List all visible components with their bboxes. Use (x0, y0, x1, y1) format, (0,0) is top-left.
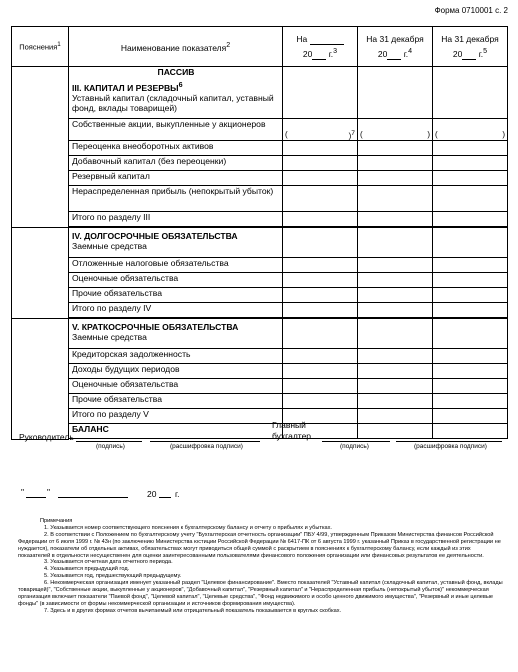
row-own-shares: Собственные акции, выкупленные у акционеров (69, 119, 283, 141)
footnote-4: 4. Указывается предыдущий год. (44, 566, 130, 573)
date-month-line[interactable] (58, 496, 128, 498)
row-payables: Кредиторская задолженность (69, 349, 283, 364)
header-notes: Пояснения$^1$ (12, 27, 69, 67)
notes-cell-sec3 (12, 67, 69, 228)
row-deferred-income: Доходы будущих периодов (69, 364, 283, 379)
chief-decode-line[interactable] (396, 440, 502, 442)
section-5-title: V. КРАТКОСРОЧНЫЕ ОБЯЗАТЕЛЬСТВА (72, 322, 239, 332)
head-sign-line[interactable] (76, 440, 142, 442)
row-revaluation: Переоценка внеоборотных активов (69, 141, 283, 156)
footnote-5: 5. Указывается год, предшествующий предыдущему. (44, 573, 182, 580)
form-code: Форма 0710001 с. 2 (434, 6, 508, 15)
row-total-3: Итого по разделу III (69, 212, 283, 227)
row-total-4: Итого по разделу IV (69, 303, 283, 318)
row-sec4 (69, 228, 283, 258)
header-col-current: На 20 г.$^3$ (283, 27, 358, 67)
footnotes (18, 518, 504, 615)
date-quote-open: " (21, 487, 25, 497)
row-st-other: Прочие обязательства (69, 394, 283, 409)
footnote-3: 3. Указывается отчетная дата отчетного периода. (44, 559, 173, 566)
row-lt-borrowings: Заемные средства (72, 241, 147, 251)
date-year-line[interactable] (159, 496, 171, 498)
own-shares-prev: ( ) (358, 119, 433, 141)
footnote-2: 2. В соответствии с Положением по бухгалтерскому учету "Бухгалтерская отчетность организации" ПБУ 4/99, утвержденным Приказом Министерства финансов Российской Федерации от 6 июля 1999 г. № 43н (по заключению Министерства юстиции Российской Федерации № 6417-ПК от 6 августа 1999 г. указанный Приказ в государственной регистрации не нуждается), показатели об отдельных активах, обязательствах могут приводиться общей суммой с раскрытием в пояснениях к бухгалтерскому балансу, если каждый из этих показателей в отдельности несущественен для оценки заинтересованными пользователями финансового положения организации или финансовых результатов ее деятельности. (18, 531, 501, 559)
row-additional-capital: Добавочный капитал (без переоценки) (69, 156, 283, 171)
footnote-6: 6. Некоммерческая организация именует указанный раздел "Целевое финансирование". Вместо показателей "Уставный капитал (складочный капитал, уставный фонд, вклады товарищей)", "Собственные акции, выкупленные у акционеров", "Добавочный капитал", "Резервный капитал" и "Нераспределенная прибыль (непокрытый убыток)" некоммерческая организация включает показатели "Паевой фонд", "Целевой капитал", "Целевые средства", "Фонд недвижимого и особо ценного движимого имущества", "Резервный и иные целевые фонды" (в зависимости от формы некоммерческой организации и источников формирования имущества). (18, 580, 503, 607)
date-year-suffix: г. (175, 489, 180, 499)
row-total-5: Итого по разделу V (69, 409, 283, 424)
row-lt-provisions: Оценочные обязательства (69, 273, 283, 288)
date-day-line[interactable] (26, 496, 46, 498)
section-4-title: IV. ДОЛГОСРОЧНЫЕ ОБЯЗАТЕЛЬСТВА (72, 231, 238, 241)
section-3-title: III. КАПИТАЛ И РЕЗЕРВЫ$^6$ (72, 81, 183, 93)
footnote-7: 7. Здесь и в других формах отчетов вычитаемый или отрицательный показатель показывается в круглых скобках. (44, 607, 342, 614)
head-decode-line[interactable] (150, 440, 260, 442)
header-name: Наименование показателя$^2$ (69, 27, 283, 67)
date-quote-close: " (47, 487, 51, 497)
own-shares-prev2: ( ) (433, 119, 508, 141)
row-st-provisions: Оценочные обязательства (69, 379, 283, 394)
notes-cell-sec4 (12, 228, 69, 319)
notes-cell-sec5 (12, 319, 69, 440)
row-charter-capital: Уставный капитал (складочный капитал, уставный фонд, вклады товарищей) (72, 92, 274, 113)
header-col-prev2: На 31 декабря 20 г.$^5$ (433, 27, 508, 67)
footnotes-title: Примечания (40, 518, 73, 524)
row-passiv-capital (69, 67, 283, 119)
header-col-prev: На 31 декабря 20 г.$^4$ (358, 27, 433, 67)
head-decode-caption: (расшифровка подписи) (170, 443, 243, 450)
row-deferred-tax: Отложенные налоговые обязательства (69, 258, 283, 273)
chief-accountant-label: Главный бухгалтер (272, 420, 312, 441)
chief-decode-caption: (расшифровка подписи) (414, 443, 487, 450)
date-year-prefix: 20 (147, 489, 157, 499)
balance-table (11, 26, 508, 440)
row-st-borrowings: Заемные средства (72, 332, 147, 342)
chief-sign-caption: (подпись) (340, 443, 369, 450)
own-shares-current: ( )$^7$ (283, 119, 358, 141)
row-reserve-capital: Резервный капитал (69, 171, 283, 186)
footnote-1: 1. Указывается номер соответствующего пояснения к бухгалтерскому балансу и отчету о прибылях и убытках. (44, 524, 332, 531)
head-sign-caption: (подпись) (96, 443, 125, 450)
row-sec5 (69, 319, 283, 349)
row-lt-other: Прочие обязательства (69, 288, 283, 303)
passiv-title: ПАССИВ (157, 67, 195, 77)
head-label: Руководитель (19, 432, 74, 442)
row-balance: БАЛАНС (69, 424, 283, 439)
row-retained-earnings: Нераспределенная прибыль (непокрытый убыток) (69, 186, 283, 212)
chief-sign-line[interactable] (322, 440, 390, 442)
